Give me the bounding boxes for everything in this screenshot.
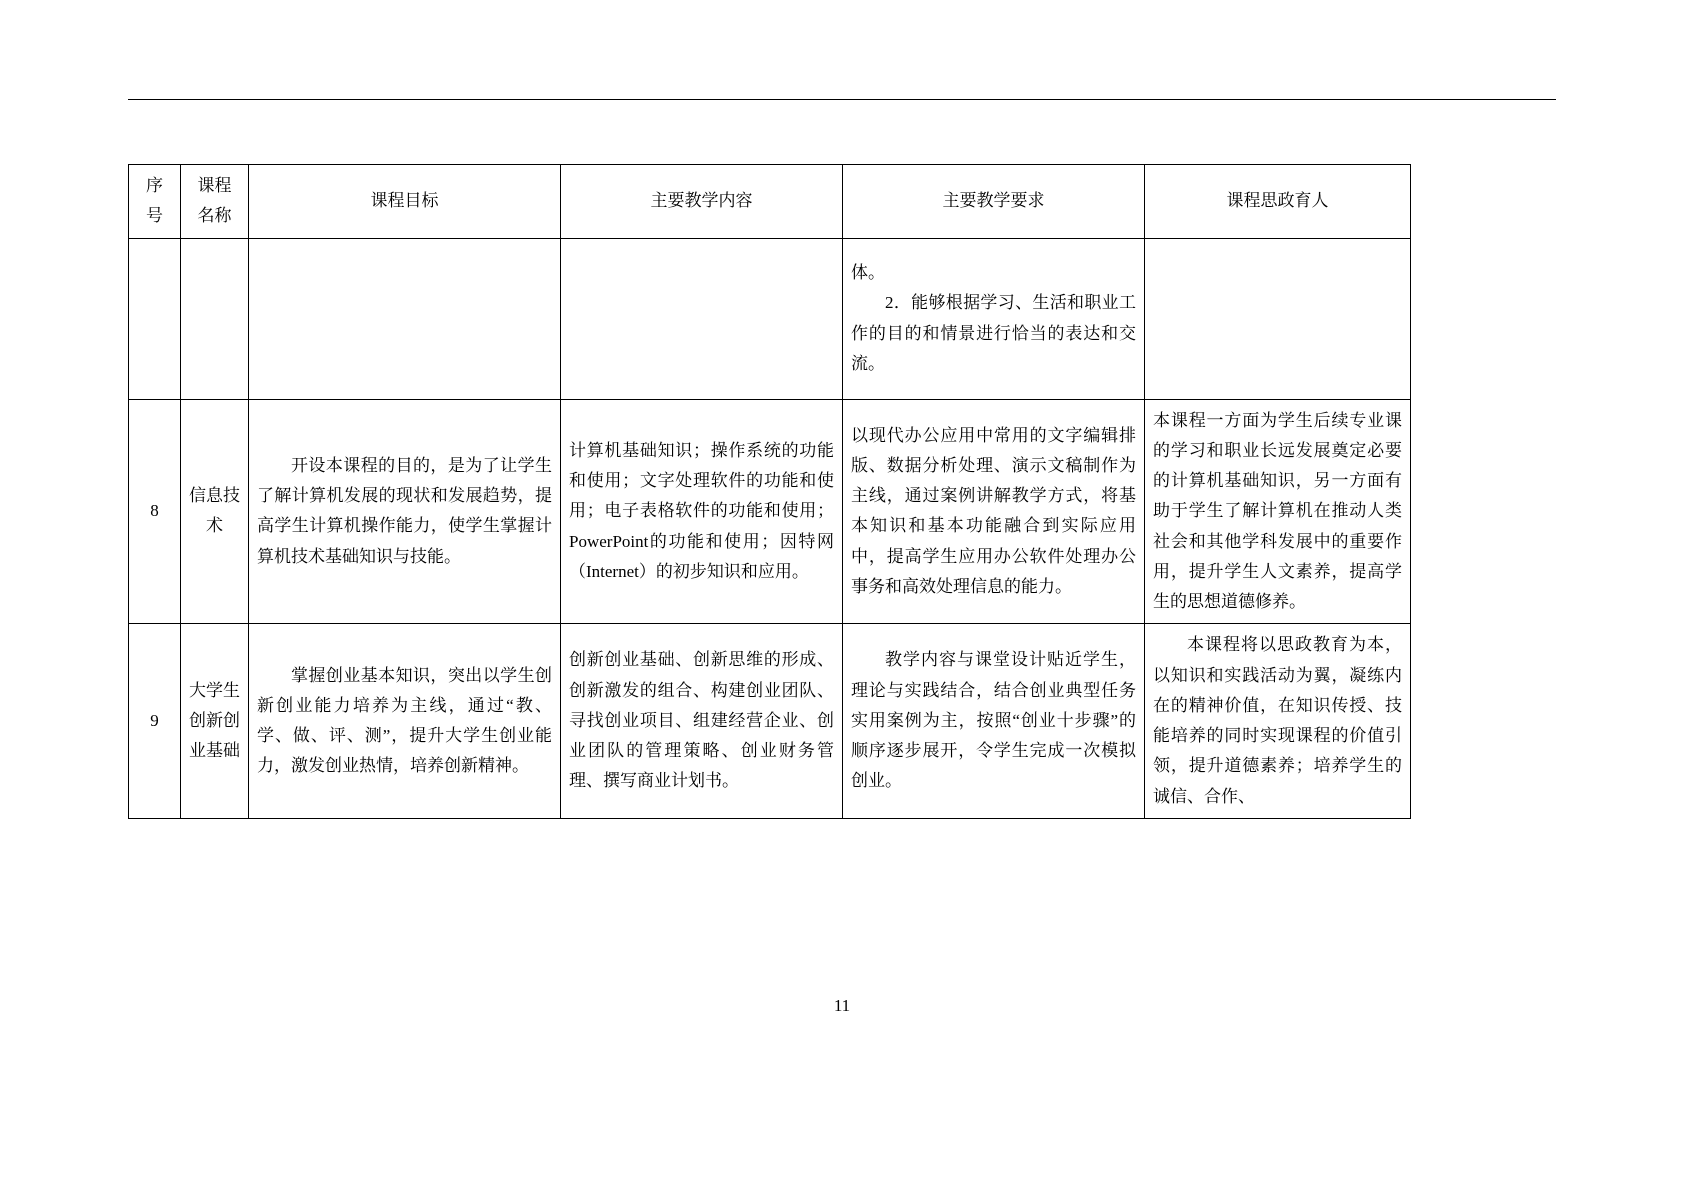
requirement-text: 以现代办公应用中常用的文字编辑排版、数据分析处理、演示文稿制作为主线，通过案例讲解教学方式，将基本知识和基本功能融合到实际应用中，提高学生应用办公软件处理办公事务和高效处理信息的能力。 (851, 425, 1136, 596)
cell-goal (249, 624, 561, 819)
table-row (129, 624, 1411, 819)
cell-no: 8 (129, 399, 181, 624)
table-row (129, 399, 1411, 624)
cell-goal (249, 399, 561, 624)
course-table (128, 164, 1411, 819)
cell-name: 大学生创新创业基础 (181, 624, 249, 819)
cell-requirement (843, 624, 1145, 819)
column-header-content: 主要教学内容 (561, 165, 843, 239)
cell-name: 信息技术 (181, 399, 249, 624)
cell-requirement (843, 238, 1145, 399)
course-table-wrapper (128, 164, 1410, 819)
cell-no (129, 238, 181, 399)
cell-requirement (843, 399, 1145, 624)
cell-content (561, 238, 843, 399)
column-header-requirement: 主要教学要求 (843, 165, 1145, 239)
cell-ideology (1145, 624, 1411, 819)
cell-ideology (1145, 238, 1411, 399)
cell-content (561, 399, 843, 624)
cell-content (561, 624, 843, 819)
ideology-text: 本课程一方面为学生后续专业课的学习和职业长远发展奠定必要的计算机基础知识，另一方面有助于学生了解计算机在推动人类社会和其他学科发展中的重要作用，提升学生人文素养，提高学生的思想道德修养。 (1153, 410, 1402, 611)
table-body (129, 238, 1411, 818)
content-text: 创新创业基础、创新思维的形成、创新激发的组合、构建创业团队、寻找创业项目、组建经营企业、创业团队的管理策略、创业财务管理、撰写商业计划书。 (569, 650, 834, 791)
goal-text: 开设本课程的目的，是为了让学生了解计算机发展的现状和发展趋势，提高学生计算机操作能力，使学生掌握计算机技术基础知识与技能。 (257, 455, 552, 566)
content-text: 计算机基础知识；操作系统的功能和使用；文字处理软件的功能和使用；电子表格软件的功能和使用；PowerPoint的功能和使用；因特网（Internet）的初步知识和应用。 (569, 440, 834, 581)
requirement-text: 教学内容与课堂设计贴近学生，理论与实践结合，结合创业典型任务实用案例为主，按照“创业十步骤”的顺序逐步展开，令学生完成一次模拟创业。 (851, 650, 1136, 791)
cell-goal (249, 238, 561, 399)
ideology-text: 本课程将以思政教育为本，以知识和实践活动为翼，凝练内在的精神价值，在知识传授、技能培养的同时实现课程的价值引领，提升道德素养；培养学生的诚信、合作、 (1153, 635, 1402, 806)
table-header (129, 165, 1411, 239)
page-number: 11 (833, 996, 851, 1015)
header-rule (128, 99, 1556, 100)
cell-name (181, 238, 249, 399)
goal-text: 掌握创业基本知识，突出以学生创新创业能力培养为主线，通过“教、学、做、评、测”，提升大学生创业能力，激发创业热情，培养创新精神。 (257, 665, 552, 776)
requirement-line-item2: 2．能够根据学习、生活和职业工作的目的和情景进行恰当的表达和交流。 (851, 293, 1136, 373)
table-row (129, 238, 1411, 399)
column-header-goal: 课程目标 (249, 165, 561, 239)
column-header-ideology: 课程思政育人 (1145, 165, 1411, 239)
column-header-name: 课程 名称 (181, 165, 249, 239)
requirement-line-continuation: 体。 (851, 263, 885, 282)
cell-ideology (1145, 399, 1411, 624)
cell-no: 9 (129, 624, 181, 819)
column-header-no: 序 号 (129, 165, 181, 239)
table-header-row (129, 165, 1411, 239)
